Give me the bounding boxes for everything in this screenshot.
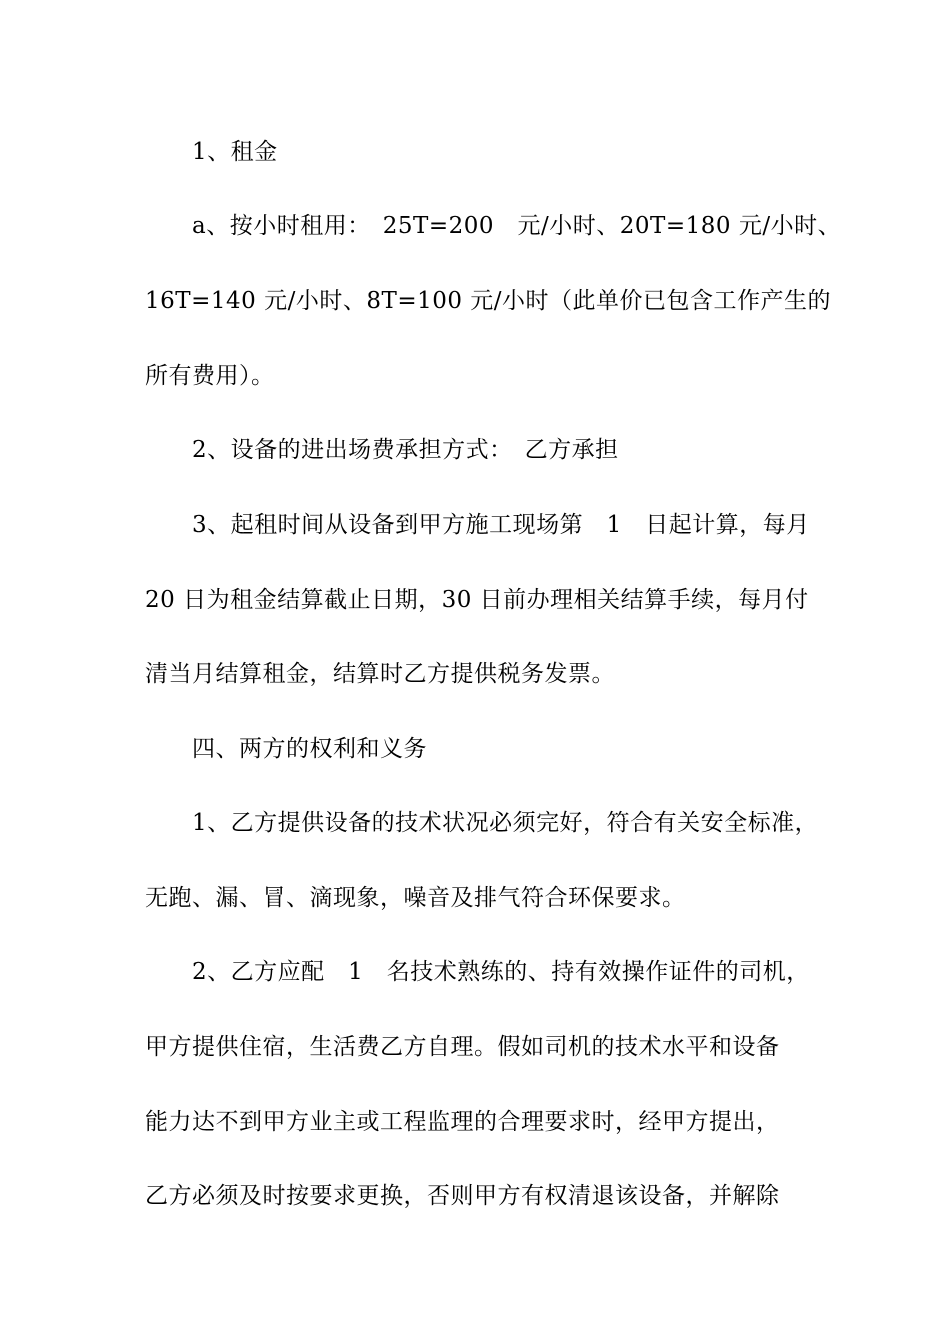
clause-hourly-rate-line-3: 所有费用）。 [145,363,275,389]
clause-hourly-rate-line-2: 16T=140 元/小时、8T=100 元/小时（此单价已包含工作产生的 [145,288,832,314]
clause-equipment-condition-line-1: 1、乙方提供设备的技术状况必须完好，符合有关安全标准， [192,810,819,836]
clause-hourly-rate-line-1: a、按小时租用： 25T=200 元/小时、20T=180 元/小时、 [192,213,842,239]
clause-rent-start-line-1: 3、起租时间从设备到甲方施工现场第 1 日起计算，每月 [192,512,810,538]
clause-rent-start-line-3: 清当月结算租金，结算时乙方提供税务发票。 [145,661,615,687]
clause-entry-exit-fee: 2、设备的进出场费承担方式： 乙方承担 [192,437,619,463]
clause-equipment-condition-line-2: 无跑、漏、冒、滴现象，噪音及排气符合环保要求。 [145,885,686,911]
section-rights-obligations-heading: 四、两方的权利和义务 [192,736,427,762]
clause-driver-line-1: 2、乙方应配 1 名技术熟练的、持有效操作证件的司机， [192,959,810,985]
clause-driver-line-2: 甲方提供住宿，生活费乙方自理。假如司机的技术水平和设备 [145,1034,780,1060]
clause-rent-heading: 1、租金 [192,139,278,165]
clause-driver-line-3: 能力达不到甲方业主或工程监理的合理要求时，经甲方提出， [145,1109,780,1135]
clause-driver-line-4: 乙方必须及时按要求更换，否则甲方有权清退该设备，并解除 [145,1183,780,1209]
clause-rent-start-line-2: 20 日为租金结算截止日期，30 日前办理相关结算手续，每月付 [145,587,809,613]
